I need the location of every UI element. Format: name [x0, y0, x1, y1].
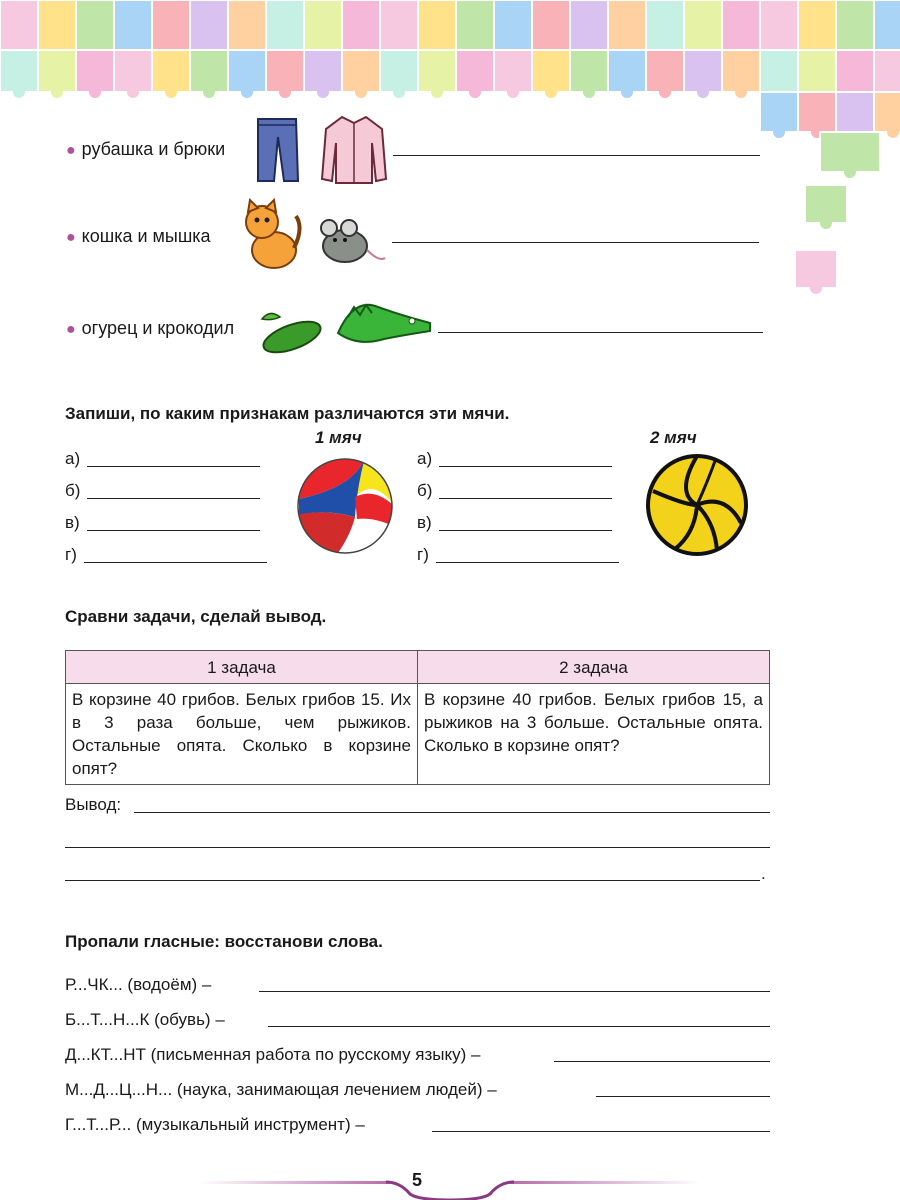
task-2-text: В корзине 40 грибов. Белых грибов 15, а рыжиков на 3 больше. Остальные опята. Сколько в корзине опят?: [418, 684, 770, 785]
answer-line-pair-3[interactable]: [438, 332, 763, 333]
ball1-caption: 1 мяч: [315, 428, 362, 447]
answer-line[interactable]: [84, 562, 267, 563]
tasks-header-2: 2 задача: [418, 651, 770, 684]
bullet-icon: ●: [66, 321, 76, 338]
conclusion-line-2[interactable]: [65, 847, 770, 848]
conclusion-line-1[interactable]: [134, 812, 770, 813]
row-label: г): [65, 545, 77, 564]
trousers-icon: [252, 115, 302, 185]
answer-line-pair-1[interactable]: [393, 155, 760, 156]
row-label: а): [417, 449, 433, 468]
row-label: б): [65, 481, 81, 500]
mouse-icon: [313, 214, 387, 270]
answer-line-pair-2[interactable]: [392, 242, 759, 243]
row-label: в): [65, 513, 80, 532]
answer-line[interactable]: [87, 498, 260, 499]
row-label: в): [417, 513, 432, 532]
vowel-answer-line-3[interactable]: [554, 1061, 770, 1062]
shirt-icon: [320, 113, 388, 187]
cucumber-icon: [256, 307, 326, 355]
conclusion-line-3[interactable]: [65, 880, 760, 881]
tasks-table: [65, 650, 770, 785]
row-label: г): [417, 545, 429, 564]
conclusion-end-dot: .: [761, 864, 766, 883]
volleyball-icon: [645, 453, 749, 557]
balls-heading: Запиши, по каким признакам различаются эти мячи.: [65, 404, 510, 423]
ball2-caption: 2 мяч: [650, 428, 697, 447]
vowel-word-5: Г...Т...Р... (музыкальный инструмент) –: [65, 1115, 365, 1134]
row-label: а): [65, 449, 81, 468]
compare-heading: Сравни задачи, сделай вывод.: [65, 607, 327, 626]
answer-line[interactable]: [87, 530, 260, 531]
task-1-text: В корзине 40 грибов. Белых грибов 15. Их в 3 раза больше, чем рыжиков. Остальные опята. Сколько в корзине опят?: [66, 684, 418, 785]
answer-line[interactable]: [436, 562, 619, 563]
conclusion-label: Вывод:: [65, 795, 122, 814]
vowels-heading: Пропали гласные: восстанови слова.: [65, 932, 383, 951]
vowel-word-4: М...Д...Ц...Н... (наука, занимающая лечением людей) –: [65, 1080, 497, 1099]
answer-line[interactable]: [87, 466, 260, 467]
cat-icon: [240, 198, 302, 272]
answer-line[interactable]: [439, 466, 612, 467]
tasks-header-1: 1 задача: [66, 651, 418, 684]
vowel-word-2: Б...Т...Н...К (обувь) –: [65, 1010, 225, 1029]
page-number: 5: [412, 1170, 423, 1190]
answer-line[interactable]: [439, 530, 612, 531]
crocodile-icon: [334, 287, 434, 353]
vowel-answer-line-2[interactable]: [268, 1026, 770, 1027]
vowel-answer-line-1[interactable]: [259, 991, 770, 992]
pair-label-2: ● кошка и мышка: [66, 226, 211, 246]
vowel-word-3: Д...КТ...НТ (письменная работа по русскому языку) –: [65, 1045, 481, 1064]
vowel-word-1: Р...ЧК... (водоём) –: [65, 975, 212, 994]
vowel-answer-line-5[interactable]: [432, 1131, 770, 1132]
row-label: б): [417, 481, 433, 500]
answer-line[interactable]: [439, 498, 612, 499]
bullet-icon: ●: [66, 229, 76, 246]
pair-label-3: ● огурец и крокодил: [66, 318, 235, 338]
beach-ball-icon: [295, 457, 395, 555]
pair-label-1: ● рубашка и брюки: [66, 139, 226, 159]
vowel-answer-line-4[interactable]: [596, 1096, 770, 1097]
bullet-icon: ●: [66, 142, 76, 159]
footer-ornament: [200, 1160, 700, 1200]
